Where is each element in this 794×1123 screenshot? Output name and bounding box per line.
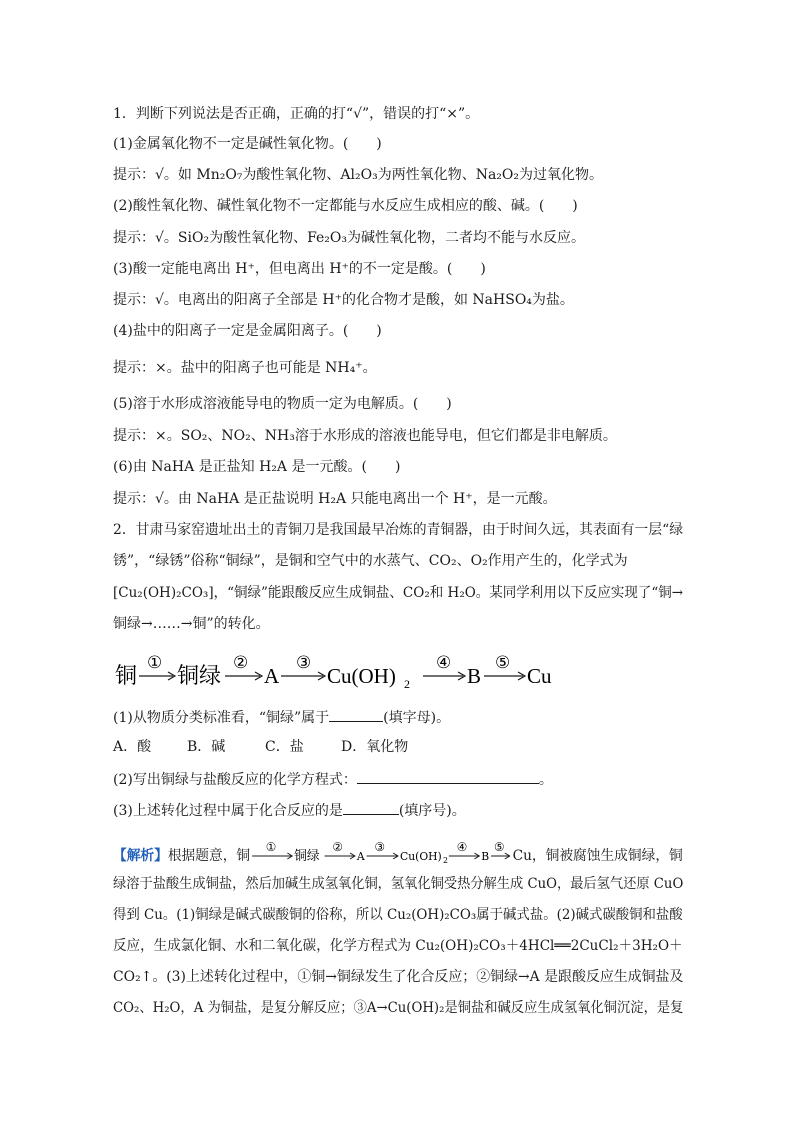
reaction-flow-diagram: [113, 651, 673, 691]
q2-sub1: [113, 708, 450, 727]
analysis-line-1: [113, 842, 683, 866]
analysis-flow-species-copper-hydroxide: Cu(OH): [399, 849, 442, 864]
flow-species-a: A: [264, 664, 280, 688]
q1-hint-4: 提示：×。盐中的阳离子也可能是 NH₄⁺。: [113, 360, 377, 376]
flow-step-3: ③: [296, 653, 312, 672]
flow-step-5: ⑤: [495, 653, 511, 672]
flow-species-copper-hydroxide: Cu(OH): [327, 664, 396, 688]
q2-sub1-text: (1)从物质分类标准看，“铜绿”属于: [113, 710, 330, 726]
q2-sub2-tail: 。: [538, 772, 553, 788]
q2-sub1-answer-blank: [329, 708, 383, 722]
analysis-tag: 【解析】: [113, 848, 168, 864]
analysis-line-5: CO₂↑。(3)上述转化过程中，①铜→铜绿发生了化合反应；②铜绿→A 是跟酸反应生成铜盐及: [113, 969, 684, 985]
q1-statement-4: (4)盐中的阳离子一定是金属阳离子。( ): [113, 323, 382, 339]
q2-options: [113, 738, 408, 756]
q2-sub2-text: (2)写出铜绿与盐酸反应的化学方程式：: [113, 772, 357, 788]
q1-statement-5: (5)溶于水形成溶液能导电的物质一定为电解质。( ): [113, 396, 452, 412]
q1-statement-6: (6)由 NaHA 是正盐知 H₂A 是一元酸。( ): [113, 459, 401, 475]
flow-subscript-2: 2: [404, 677, 410, 691]
q1-hint-2: 提示：√。SiO₂为酸性氧化物、Fe₂O₃为碱性氧化物，二者均不能与水反应。: [113, 230, 586, 246]
flow-step-1: ①: [147, 653, 163, 672]
q1-title: 1．判断下列说法是否正确，正确的打“√”，错误的打“×”。: [113, 106, 480, 122]
q1-hint-3: 提示：√。电离出的阳离子全部是 H⁺的化合物才是酸，如 NaHSO₄为盐。: [113, 292, 574, 308]
q1-statement-3: (3)酸一定能电离出 H⁺，但电离出 H⁺的不一定是酸。( ): [113, 261, 486, 277]
analysis-line-2: 绿溶于盐酸生成铜盐，然后加碱生成氢氧化铜，氢氧化铜受热分解生成 CuO，最后氢气还原 CuO: [113, 876, 684, 892]
analysis-flow-step-5: ⑤: [493, 842, 505, 855]
q1-statement-1: (1)金属氧化物不一定是碱性氧化物。( ): [113, 136, 382, 152]
analysis-flow-step-2: ②: [332, 842, 343, 855]
analysis-flow-species-b: B: [481, 849, 490, 864]
analysis-line-3: 得到 Cu。(1)铜绿是碱式碳酸铜的俗称，所以 Cu₂(OH)₂CO₃属于碱式盐。(2)碱式碳酸铜和盐酸: [113, 907, 683, 923]
q2-sub3-text: (3)上述转化过程中属于化合反应的是: [113, 803, 343, 819]
flow-species-cu: Cu: [527, 664, 552, 688]
flow-step-2: ②: [233, 653, 249, 672]
flow-species-b: B: [467, 664, 482, 688]
analysis-flow-species-verdigris: 铜绿: [294, 848, 320, 865]
q2-sub3: [113, 801, 466, 820]
analysis-lead: 根据题意，铜: [167, 848, 251, 864]
analysis-flow-species-a: A: [356, 849, 365, 864]
q2-intro-line-3: [Cu₂(OH)₂CO₃]，“铜绿”能跟酸反应生成铜盐、CO₂和 H₂O。某同学利用以下反应实现了“铜→: [113, 585, 684, 601]
analysis-flow-step-4: ④: [456, 842, 468, 855]
q2-sub2-answer-blank: [357, 770, 539, 784]
q1-hint-5: 提示：×。SO₂、NO₂、NH₃溶于水形成的溶液也能导电，但它们都是非电解质。: [113, 428, 617, 444]
q2-intro-line-2: 锈”，“绿锈”俗称“铜绿”，是铜和空气中的水蒸气、CO₂、O₂作用产生的，化学式为: [113, 553, 628, 569]
q2-option-b: B．碱: [187, 739, 226, 755]
q2-option-a: A．酸: [113, 739, 152, 755]
q2-intro-line-1: 2．甘肃马家窑遗址出土的青铜刀是我国最早冶炼的青铜器，由于时间久远，其表面有一层“绿: [113, 522, 684, 538]
flow-species-copper: 铜: [115, 663, 138, 688]
analysis-inline-flow: [250, 842, 512, 866]
q2-sub1-tail: (填字母)。: [383, 710, 451, 726]
analysis-flow-step-3: ③: [374, 842, 386, 855]
q2-sub3-answer-blank: [343, 801, 399, 815]
analysis-after-flow: Cu，铜被腐蚀生成铜绿，铜: [512, 848, 683, 864]
analysis-line-4: 反应，生成氯化铜、水和二氧化碳，化学方程式为 Cu₂(OH)₂CO₃＋4HCl══2CuCl₂＋3H₂O＋: [113, 938, 683, 954]
flow-species-verdigris: 铜绿: [177, 663, 222, 688]
q2-option-c: C．盐: [265, 739, 304, 755]
q2-sub2: [113, 770, 553, 789]
q2-intro-line-4: 铜绿→……→铜”的转化。: [113, 616, 270, 632]
analysis-line-6: CO₂、H₂O，A 为铜盐，是复分解反应；③A→Cu(OH)₂是铜盐和碱反应生成氢氧化铜沉淀，是复: [113, 1000, 684, 1016]
analysis-flow-subscript: 2: [443, 855, 449, 866]
q2-sub3-tail: (填序号)。: [398, 803, 466, 819]
analysis-flow-step-1: ①: [265, 842, 277, 855]
q1-hint-6: 提示：√。由 NaHA 是正盐说明 H₂A 只能电离出一个 H⁺，是一元酸。: [113, 491, 557, 507]
q1-hint-1: 提示：√。如 Mn₂O₇为酸性氧化物、Al₂O₃为两性氧化物、Na₂O₂为过氧化物。: [113, 167, 604, 183]
q2-option-d: D．氧化物: [341, 739, 409, 755]
flow-step-4: ④: [436, 653, 452, 672]
q1-statement-2: (2)酸性氧化物、碱性氧化物不一定都能与水反应生成相应的酸、碱。( ): [113, 198, 578, 214]
